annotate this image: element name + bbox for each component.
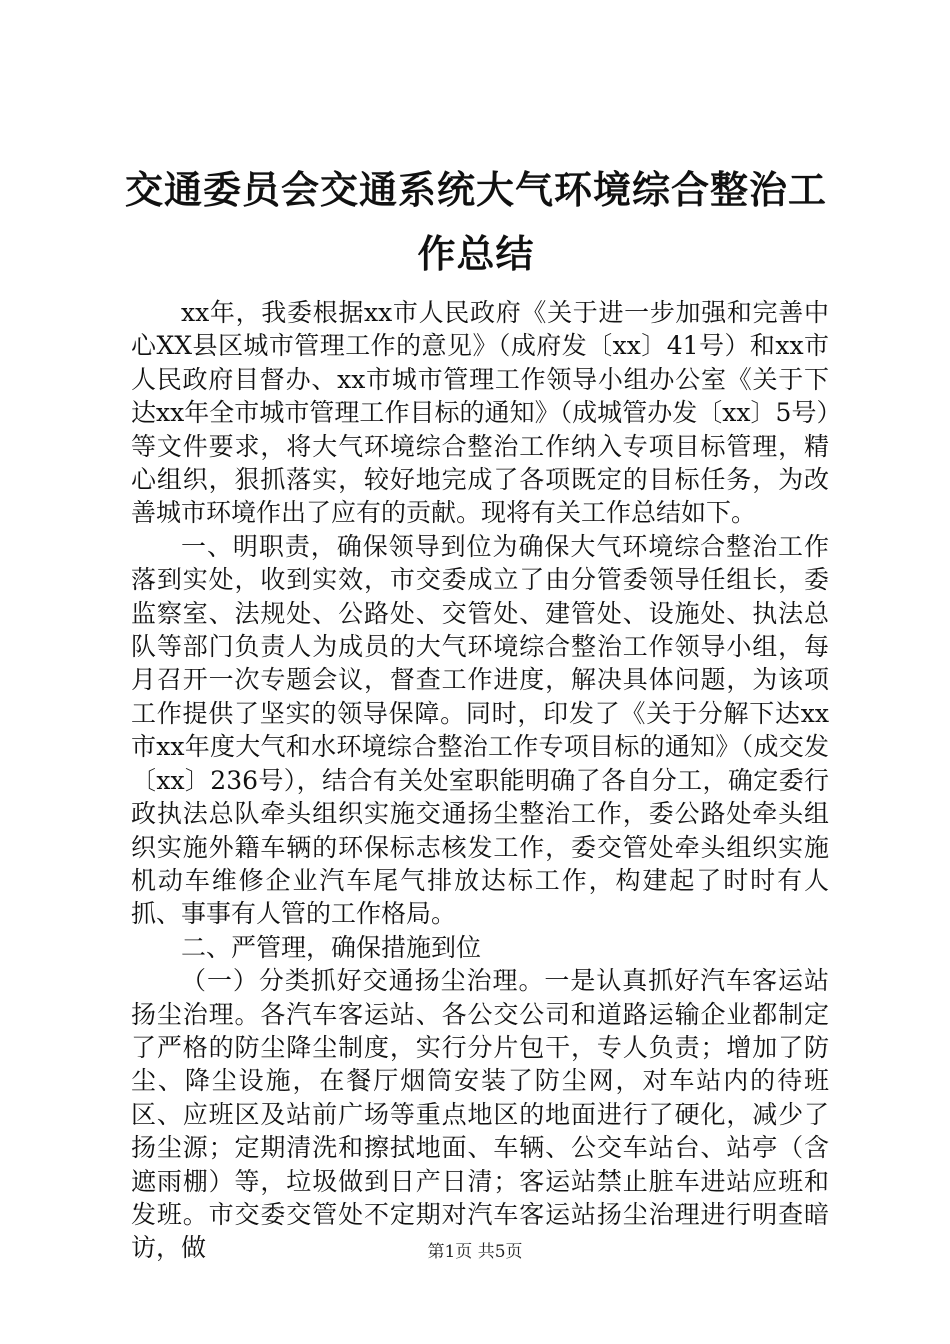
document-title: 交通委员会交通系统大气环境综合整治工作总结 xyxy=(124,167,827,276)
document-body xyxy=(131,296,829,1265)
paragraph-section-1: 一、明职责，确保领导到位为确保大气环境综合整治工作落到实处，收到实效，市交委成立了由分管委领导任组长，委监察室、法规处、公路处、交管处、建管处、设施处、执法总队等部门负责人为成员的大气环境综合整治工作领导小组，每月召开一次专题会议，督查工作进度，解决具体问题，为该项工作提供了坚实的领导保障。同时，印发了《关于分解下达xx市xx年度大气和水环境综合整治工作专项目标的通知》（成交发〔xx〕236号），结合有关处室职能明确了各自分工，确定委行政执法总队牵头组织实施交通扬尘整治工作，委公路处牵头组织实施外籍车辆的环保标志核发工作，委交管处牵头组织实施机动车维修企业汽车尾气排放达标工作，构建起了时时有人抓、事事有人管的工作格局。 xyxy=(131,531,829,929)
paragraph-section-2-heading: 二、严管理，确保措施到位 xyxy=(181,932,482,962)
paragraph-section-2-1: （一）分类抓好交通扬尘治理。一是认真抓好汽车客运站扬尘治理。各汽车客运站、各公交公司和道路运输企业都制定了严格的防尘降尘制度，实行分片包干，专人负责；增加了防尘、降尘设施，在餐厅烟筒安装了防尘网，对车站内的待班区、应班区及站前广场等重点地区的地面进行了硬化，减少了扬尘源；定期清洗和擦拭地面、车辆、公交车站台、站亭（含遮雨棚）等，垃圾做到日产日清；客运站禁止脏车进站应班和发班。市交委交管处不定期对汽车客运站扬尘治理进行明查暗访，做 xyxy=(131,966,829,1263)
paragraph-intro: xx年，我委根据xx市人民政府《关于进一步加强和完善中心XX县区城市管理工作的意见》（成府发〔xx〕41号）和xx市人民政府目督办、xx市城市管理工作领导小组办公室《关于下达xx年全市城市管理工作目标的通知》（成城管办发〔xx〕5号）等文件要求，将大气环境综合整治工作纳入专项目标管理，精心组织，狠抓落实，较好地完成了各项既定的目标任务，为改善城市环境作出了应有的贡献。现将有关工作总结如下。 xyxy=(131,298,829,528)
page-footer: 第1页 共5页 xyxy=(427,1242,523,1262)
